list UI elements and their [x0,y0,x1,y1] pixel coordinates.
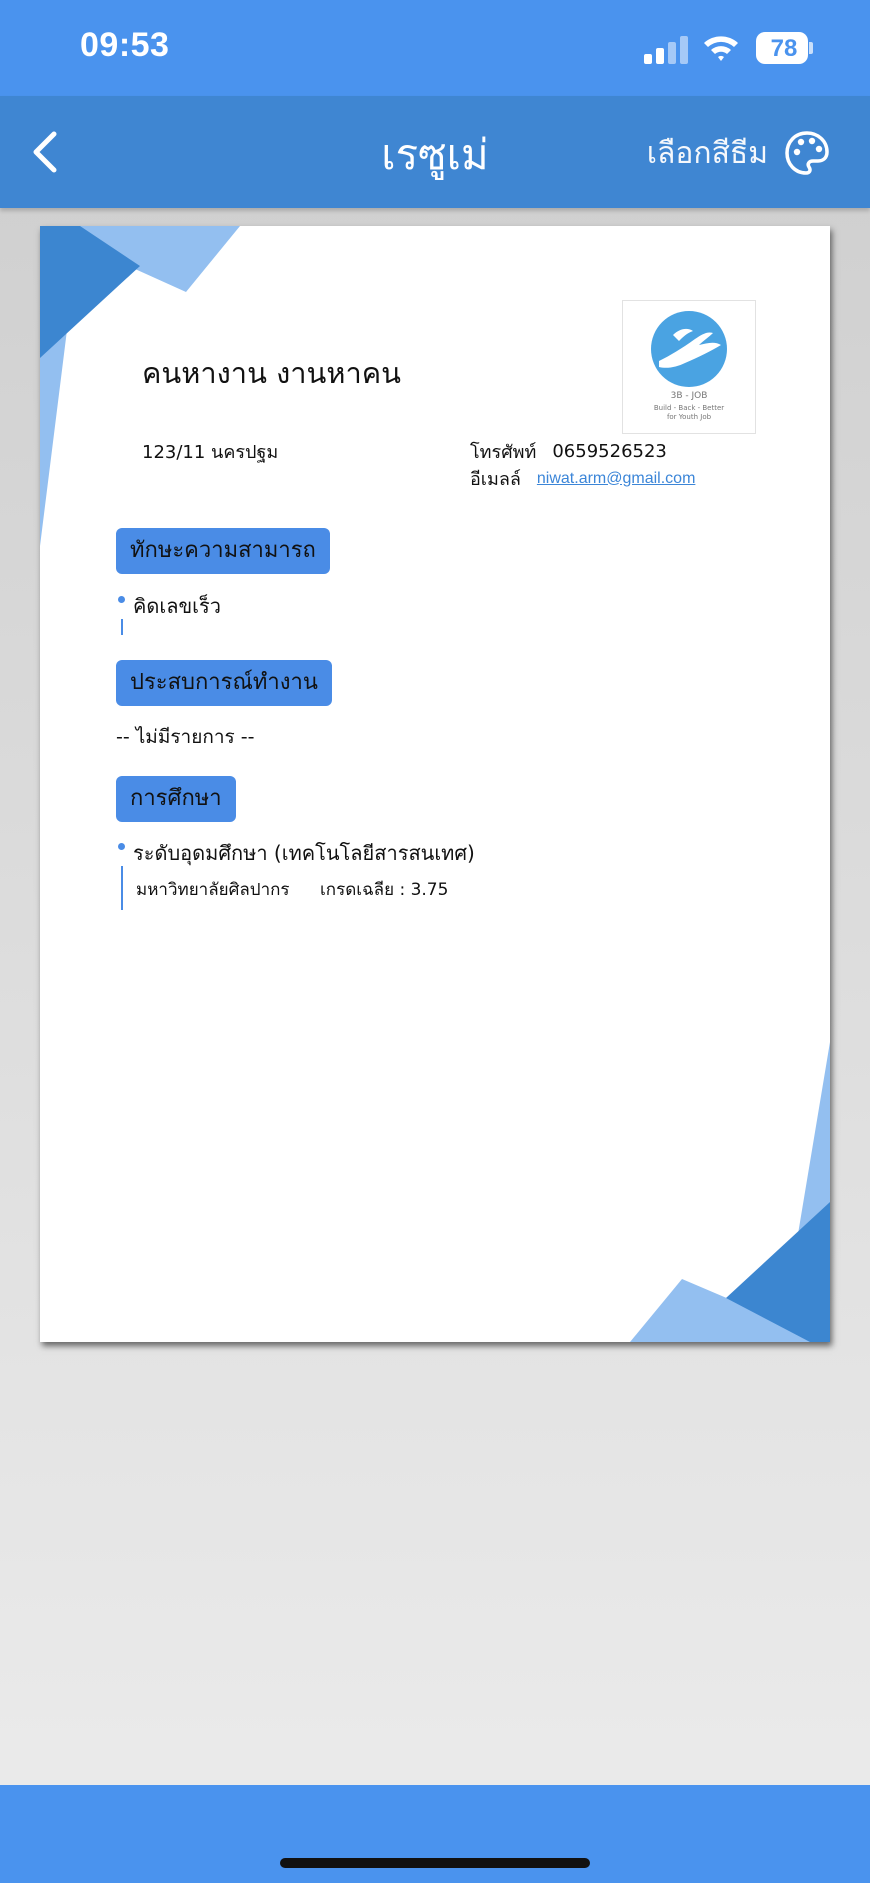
home-indicator[interactable] [280,1858,590,1868]
email-label: อีเมลล์ [470,469,521,490]
bottom-bar [0,1785,870,1883]
hands-logo-icon [649,309,729,389]
logo-tagline-line-1: Build - Back - Better [653,404,725,412]
address: 123/11 นครปฐม [142,442,279,463]
battery-icon [756,32,814,64]
logo-name: 3B - JOB [670,391,708,401]
logo-tagline [623,404,755,422]
education-bullet [118,843,125,850]
education-school: มหาวิทยาลัยศิลปากร [136,880,290,900]
choose-theme-button[interactable] [647,126,830,180]
page-title: เรซูเม่ [381,130,489,179]
battery-percent: 78 [770,35,798,62]
company-logo [622,300,756,434]
email-row [470,464,695,493]
status-bar [0,0,870,96]
experience-heading: ประสบการณ์ทำงาน [116,660,332,706]
phone-value: 0659526523 [552,441,667,462]
signal-icon [644,36,688,64]
phone-row [470,437,667,466]
education-level: ระดับอุดมศึกษา (เทคโนโลยีสารสนเทศ) [133,841,475,865]
phone-label: โทรศัพท์ [470,442,537,463]
skill-item: คิดเลขเร็ว [133,594,221,618]
education-bullet-line [121,866,123,910]
skill-bullet-line [121,619,123,635]
resume-name: คนหางาน งานหาคน [142,356,402,390]
theme-label: เลือกสีธีม [646,135,768,171]
experience-empty-text: -- ไม่มีรายการ -- [116,726,255,748]
nav-bar [0,96,870,208]
email-link[interactable]: niwat.arm@gmail.com [536,469,696,487]
education-gpa: เกรดเฉลีย : 3.75 [320,880,449,900]
skills-heading: ทักษะความสามารถ [116,528,330,574]
skill-bullet [118,596,125,603]
corner-decoration-bottom-right [630,1042,830,1342]
status-time: 09:53 [80,26,170,64]
wifi-icon [702,32,740,64]
resume-page [40,226,830,1342]
palette-icon [784,130,830,176]
logo-tagline-line-2: for Youth Job [666,413,712,421]
education-heading: การศึกษา [116,776,236,822]
